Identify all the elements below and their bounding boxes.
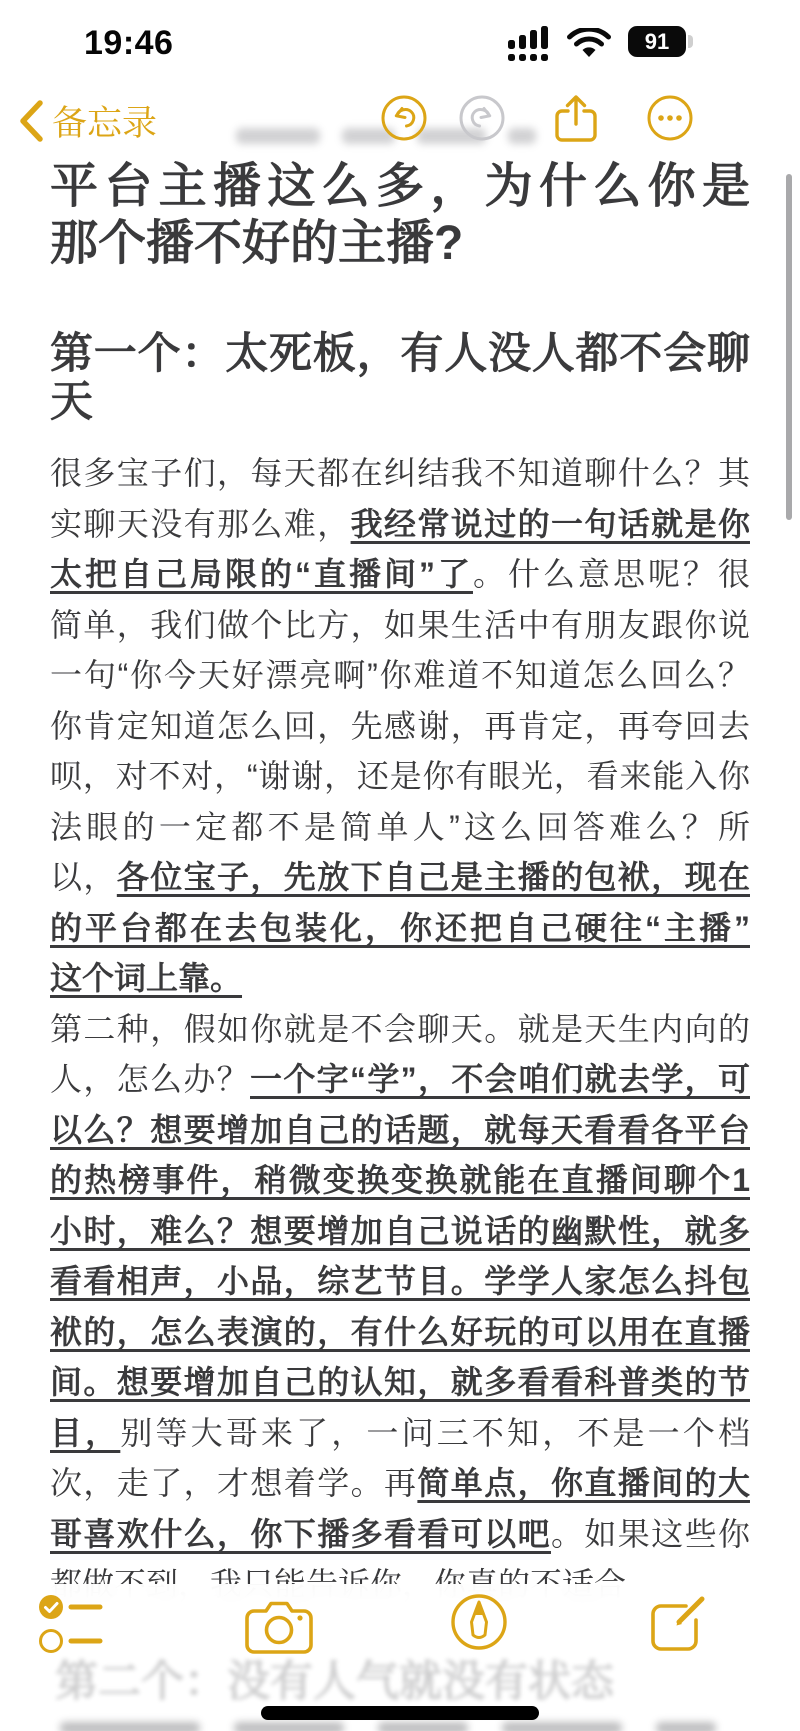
text-line: 的热榜事件，稍微变换变换就能在直播间聊个1 bbox=[50, 1162, 750, 1198]
battery-tip bbox=[688, 35, 693, 48]
undo-icon bbox=[380, 94, 428, 142]
markup-button[interactable] bbox=[450, 1590, 508, 1659]
battery-icon bbox=[628, 26, 686, 57]
text-line: 第一个：太死板，有人没人都不会聊 bbox=[50, 330, 750, 378]
checklist-button[interactable] bbox=[38, 1594, 104, 1661]
text-line: 次，走了，才想着学。再简单点，你直播间的大 bbox=[50, 1465, 750, 1501]
text-line: 那个播不好的主播? bbox=[50, 217, 464, 270]
note-body[interactable] bbox=[50, 448, 750, 1610]
blurred-next-section-heading: 第二个：没有人气就没有状态 bbox=[55, 1658, 614, 1706]
back-chevron-icon bbox=[18, 99, 44, 143]
compose-icon bbox=[648, 1594, 708, 1654]
text-line: 第二种，假如你就是不会聊天。就是天生内向的 bbox=[50, 1010, 750, 1047]
text-line: 目，别等大哥来了，一问三不知，不是一个档 bbox=[50, 1414, 750, 1451]
redo-icon bbox=[458, 94, 506, 142]
camera-icon bbox=[244, 1600, 314, 1654]
note-title[interactable] bbox=[50, 158, 750, 272]
redo-button-disabled bbox=[458, 94, 506, 142]
text-line: 天 bbox=[50, 378, 93, 426]
back-button[interactable] bbox=[18, 96, 157, 146]
text-line: 简单，我们做个比方，如果生活中有朋友跟你说 bbox=[50, 606, 750, 643]
back-button-label: 备忘录 bbox=[52, 104, 158, 143]
text-line: 人，怎么办？一个字“学”，不会咱们就去学，可 bbox=[50, 1061, 750, 1097]
text-line: 以么？想要增加自己的话题，就每天看看各平台 bbox=[50, 1111, 750, 1148]
status-icons bbox=[508, 26, 708, 62]
compose-button[interactable] bbox=[648, 1594, 708, 1659]
text-line: 哥喜欢什么，你下播多看看可以吧。如果这些你 bbox=[50, 1515, 750, 1552]
text-line: 间。想要增加自己的认知，就多看看科普类的节 bbox=[50, 1364, 750, 1400]
checklist-icon bbox=[38, 1594, 104, 1656]
share-button[interactable] bbox=[552, 94, 600, 142]
undo-button[interactable] bbox=[380, 94, 428, 142]
text-line: 小时，难么？想要增加自己说话的幽默性，就多 bbox=[50, 1212, 750, 1249]
text-line: 的平台都在去包装化，你还把自己硬往“主播” bbox=[50, 909, 750, 946]
text-line: 一句“你今天好漂亮啊”你难道不知道怎么回么？ bbox=[50, 657, 750, 693]
text-line: 这个词上靠。 bbox=[50, 960, 243, 996]
scrollbar[interactable] bbox=[786, 174, 792, 520]
battery-percent: 91 bbox=[644, 28, 670, 54]
text-line: 平台主播这么多，为什么你是 bbox=[50, 160, 750, 213]
text-line: 呗，对不对，“谢谢，还是你有眼光，看来能入你 bbox=[50, 758, 750, 794]
text-line: 你肯定知道怎么回，先感谢，再肯定，再夸回去 bbox=[50, 707, 750, 744]
text-line: 太把自己局限的“直播间”了。什么意思呢？很 bbox=[50, 556, 750, 592]
cellular-signal-icon bbox=[508, 26, 554, 62]
text-line: 看看相声，小品，综艺节目。学学人家怎么抖包 bbox=[50, 1263, 750, 1299]
text-line: 袱的，怎么表演的，有什么好玩的可以用在直播 bbox=[50, 1313, 750, 1350]
note-section-heading[interactable] bbox=[50, 330, 750, 426]
more-button[interactable] bbox=[646, 94, 694, 142]
text-line: 以，各位宝子，先放下自己是主播的包袱，现在 bbox=[50, 859, 750, 895]
text-line: 法眼的一定都不是简单人”这么回答难么？所 bbox=[50, 808, 750, 845]
share-icon bbox=[552, 94, 600, 144]
markup-icon bbox=[450, 1590, 508, 1654]
status-time: 19:46 bbox=[84, 24, 174, 62]
wifi-icon bbox=[566, 28, 612, 62]
bottom-toolbar bbox=[0, 1584, 800, 1731]
more-icon bbox=[646, 94, 694, 142]
text-line: 实聊天没有那么难，我经常说过的一句话就是你 bbox=[50, 505, 750, 542]
blurred-bottom-text bbox=[60, 1722, 750, 1731]
camera-button[interactable] bbox=[244, 1600, 314, 1659]
home-indicator[interactable] bbox=[261, 1706, 539, 1720]
text-line: 很多宝子们，每天都在纠结我不知道聊什么？其 bbox=[50, 455, 750, 491]
